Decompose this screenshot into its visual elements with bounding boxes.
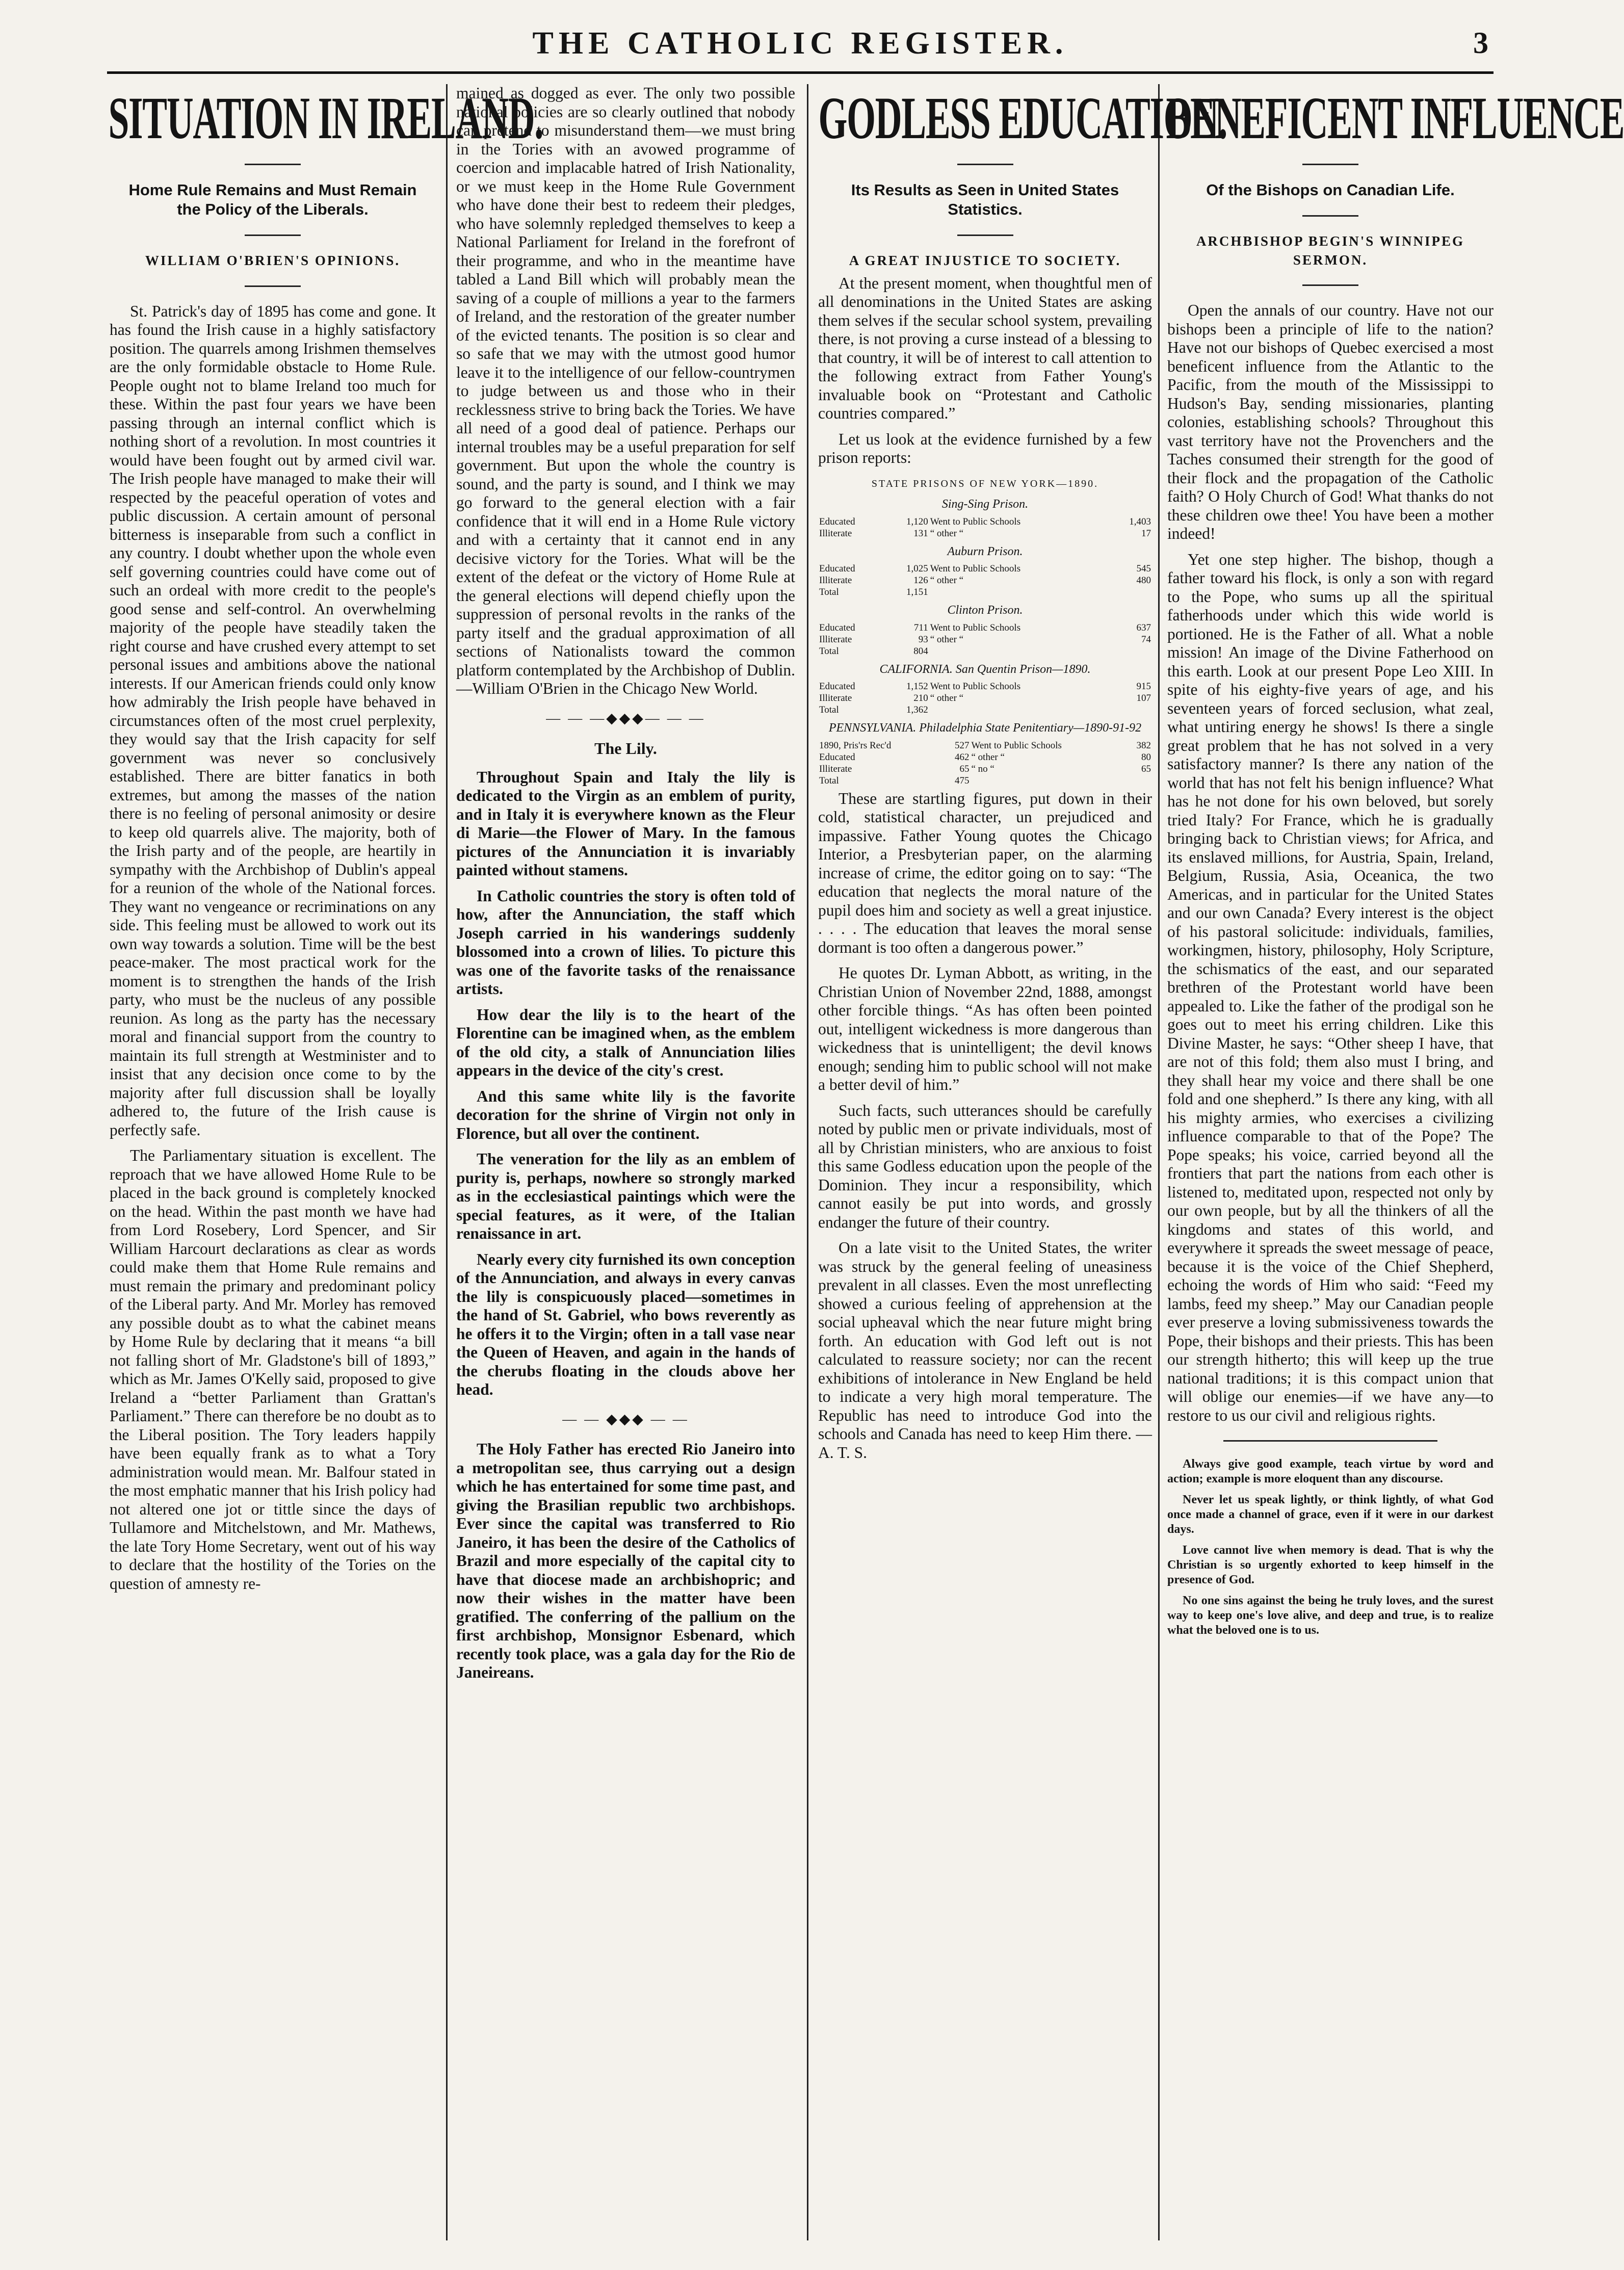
paragraph: These are startling figures, put down in their cold, statistical character, un prejudiced and impassive. Father Young quotes the Chicago Interior, a Presbyterian paper, on the alarming increase of crime, the editor going on to say: “The education that neglects the moral nature of the pupil does him and society as well a great injustice. . . . . The education that leaves the moral sense dormant is too often a dangerous power.” <box>818 789 1152 956</box>
prison-table <box>818 622 1152 657</box>
table-cell: 545 <box>1136 563 1151 574</box>
table-row <box>818 692 1152 704</box>
divider <box>245 164 301 165</box>
table-total-row <box>818 586 1152 598</box>
deck: Its Results as Seen in United States Statistics. <box>851 181 1119 218</box>
prison-statistics <box>818 495 1152 787</box>
paragraph: And this same white lily is the favorite decoration for the shrine of Virgin not only in Florence, but all over the continent. <box>456 1087 795 1142</box>
table-cell: “ other “ <box>930 634 964 645</box>
deck: Home Rule Remains and Must Remain the Policy of the Liberals. <box>128 181 417 218</box>
headline: GODLESS EDUCATION. <box>818 85 1227 151</box>
table-row <box>818 751 1152 763</box>
divider <box>957 164 1013 165</box>
subdeck: WILLIAM O'BRIEN'S OPINIONS. <box>145 253 401 268</box>
table-cell: Illiterate <box>819 693 852 703</box>
table-cell: 93 <box>918 634 928 645</box>
table-cell: Illiterate <box>819 575 852 586</box>
table-cell: Educated <box>819 681 855 692</box>
paragraph: Yet one step higher. The bishop, though a father toward his flock, is only a son with regard to the Pope, who sums up all the spiritual fatherhoods under which this wide world is portioned. He is the Father of all. What a noble mission! An image of the Divine Fatherhood on this earth. Look at our present Pope Leo XIII. In spite of his eighty-five years of age, and his seventeen years of forced seclusion, what zeal, what untiring energy he shows! Is there a single great problem that he has not solved in a very satisfactory manner? Is there any nation of the world that has not felt his benign influence? What has he not done for his own beloved, but sorely tried Italy? For France, which he is gradually bringing back to Christian views; for Africa, and its enslaved millions, for Austria, Spain, Ireland, Belgium, Russia, Asia, Oceanica, the two Americas, and in particular for the United States and our own Canada? Every interest is the object of his pastoral solicitude: individuals, families, workingmen, history, philosophy, Holy Scripture, the schismatics of the east, and our separated brethren of the Protestant world have been appealed to. Like the father of the prodigal son he goes out to meet his erring children. Like this Divine Master, he says: “Other sheep I have, that are not of this fold; them also must I bring, and they shall hear my voice and there shall be one fold and one shepherd.” Is there any king, with all his mighty armies, who exercises a civilizing influence comparable to that of the Pope? The Pope speaks; his voice, carried beyond all the frontiers that part the nations from each other is listened to, meditated upon, respected not only by our own people, but by all the thinkers of all the kingdoms and states of this world, and everywhere it spreads the sweet message of peace, because it is the voice of the Chief Shepherd, echoing the words of Him who said: “Feed my lambs, feed my sheep.” May our Canadian people ever preserve a loving submissiveness towards the Pope, their bishops and their priests. This has been our strength hitherto; this will keep up the true national traditions; it is this compact union that will oblige our enemies—if we have any—to restore to us our civil and religious rights. <box>1167 550 1494 1424</box>
column-rule <box>446 84 448 2240</box>
prison-name: Clinton Prison. <box>947 604 1023 617</box>
table-total-row <box>818 775 1152 787</box>
table-cell: 80 <box>1141 751 1151 763</box>
paragraph: He quotes Dr. Lyman Abbott, as writing, in the Christian Union of November 22nd, 1888, amongst other forcible things. “As has often been pointed out, intelligent wickedness is more dangerous than wickedness that is unintelligent; the devil knows enough; sending him to public school will not make a better devil of him.” <box>818 964 1152 1093</box>
page-number: 3 <box>1473 26 1488 60</box>
paragraph: On a late visit to the United States, the writer was struck by the general feeling of uneasiness prevalent in all classes. Even the most unreflecting showed a curious feeling of apprehension at the social upheaval which the near future might bring forth. An education with God left out is not calculated to reassure society; nor can the recent exhibitions of intolerance in New England be held to indicate a very high moral temperature. The Republic has need to introduce God into the schools and Canada has need to keep Him there. — A. T. S. <box>818 1239 1152 1462</box>
table-cell: Went to Public Schools <box>930 622 1021 633</box>
table-cell: “ other “ <box>930 528 964 539</box>
paragraph: The veneration for the lily as an emblem of purity is, perhaps, nowhere so strongly marked as in the ecclesiastical paintings which were the special features, as it were, of the Italian renaissance in art. <box>456 1150 795 1242</box>
table-title: STATE PRISONS OF NEW YORK—1890. <box>871 478 1099 489</box>
column-rule <box>807 84 808 2240</box>
prison-name: PENNSYLVANIA. Philadelphia State Penitentiary—1890-91-92 <box>828 721 1142 735</box>
table-cell: 1,152 <box>906 681 928 692</box>
subdeck: ARCHBISHOP BEGIN'S WINNIPEG SERMON. <box>1196 233 1465 268</box>
ornament-divider: — — ◆◆◆ — — <box>562 1411 689 1427</box>
headline: BENEFICENT INFLUENCE <box>1166 85 1624 151</box>
total-label: Total <box>819 587 839 597</box>
table-cell: 1,025 <box>906 563 928 574</box>
filler: Never let us speak lightly, or think lightly, of what God once made a channel of grace, even if it were in our darkest days. <box>1167 1493 1494 1536</box>
table-cell: 462 <box>955 751 970 763</box>
total-value: 475 <box>955 775 970 786</box>
prison-name: CALIFORNIA. San Quentin Prison—1890. <box>879 662 1091 676</box>
total-value: 1,151 <box>906 587 928 597</box>
table-cell: 711 <box>913 622 928 633</box>
table-cell: 637 <box>1136 622 1151 633</box>
table-cell: “ no “ <box>971 763 994 774</box>
deck: Of the Bishops on Canadian Life. <box>1206 181 1455 199</box>
filler: No one sins against the being he truly loves, and the surest way to keep one's love alive, and deep and true, is to realize what the beloved one is to us. <box>1167 1594 1494 1637</box>
paragraph: Nearly every city furnished its own conception of the Annunciation, and always in every canvas the lily is conspicuously placed—sometimes in the hand of St. Gabriel, who bows reverently as he offers it to the Virgin; often in a tall vase near the Queen of Heaven, and again in the hands of the cherubs floating in the clouds above her head. <box>456 1250 795 1398</box>
ornament-divider: — — —◆◆◆— — — <box>546 710 705 726</box>
filler: Always give good example, teach virtue by word and action; example is more eloquent than any discourse. <box>1167 1457 1494 1485</box>
table-row <box>818 516 1152 528</box>
table-cell: Educated <box>819 516 855 527</box>
table-cell: Illiterate <box>819 528 852 539</box>
paragraph: mained as dogged as ever. The only two possible national policies are so clearly outlined that nobody can pretend to misunderstand them—we must bring in the Tories with an avowed programme of coercion and implacable hatred of Irish Nationality, or we must keep in the Home Rule Government who have done their best to redeem their pledges, who have solemnly repledged themselves to keep a National Parliament for Ireland in the forefront of their programme, and who in the meantime have tabled a Land Bill which will probably mean the saving of a couple of millions a year to the farmers of Ireland, and the restoration of the greater number of the evicted tenants. The position is so clear and so safe that we may with the utmost good humor leave it to the intelligence of our fellow-countrymen to judge between us and those who in their recklessness strive to bring back the Tories. We have all need of a good deal of patience. Perhaps our internal troubles may be a useful preparation for self government. But upon the whole the country is sound, and the party is sound, and I think we may go forward to the general election with a fair confidence that it will end in a Home Rule victory and with a certainty that it cannot end in any decisive victory for the Tories. What will be the extent of the defeat or the victory of Home Rule at the general elections will depend chiefly upon the suppression of personal revolts in the ranks of the party itself and the gradual approximation of all sections of Nationalists toward the common platform contemplated by the Archbishop of Dublin.—William O'Brien in the Chicago New World. <box>456 84 795 697</box>
prison-name: Sing-Sing Prison. <box>941 498 1029 511</box>
column-rule <box>1158 84 1160 2240</box>
article-situation-in-ireland <box>108 84 543 2240</box>
table-cell: 480 <box>1136 575 1151 586</box>
total-value: 804 <box>913 645 928 657</box>
table-cell: 65 <box>1141 763 1151 774</box>
table-cell: 1890, Pris'rs Rec'd <box>819 740 892 751</box>
paragraph: In Catholic countries the story is often told of how, after the Annunciation, the staff which Joseph carried in his wanderings suddenly blossomed into a crown of lilies. To picture this was one of the favorite tasks of the renaissance artists. <box>456 886 795 998</box>
article-beneficent-influence <box>1166 84 1624 2240</box>
table-row <box>818 740 1152 751</box>
paragraph: The Holy Father has erected Rio Janeiro into a metropolitan see, thus carrying out a design which he has entertained for some time past, and giving the Brasilian republic two archbishops. Ever since the capital was transferred to Rio Janeiro, it has been the desire of the Catholics of Brazil and more especially of the capital city to have that diocese made an archbishopric; and now their wishes in the matter have been gratified. The conferring of the pallium on the first archbishop, Monsignor Esbenard, which recently took place, was a gala day for the Rio de Janeireans. <box>456 1440 795 1681</box>
masthead <box>107 20 1494 74</box>
divider <box>1302 164 1358 165</box>
table-cell: 915 <box>1136 681 1151 692</box>
table-cell: 1,403 <box>1129 516 1151 527</box>
table-row <box>818 528 1152 539</box>
table-cell: 107 <box>1136 693 1151 703</box>
table-cell: 131 <box>913 528 928 539</box>
table-row <box>818 622 1152 634</box>
table-cell: Went to Public Schools <box>930 681 1021 692</box>
section-head-lily: The Lily. <box>594 739 657 758</box>
paragraph: Open the annals of our country. Have not our bishops been a principle of life to the nation? Have not our bishops of Quebec exercised a most beneficent influence from the Atlantic to the Pacific, from the mouth of the Mississippi to Hudson's Bay, sending missionaries, planting colonies, establishing schools? Throughout this vast territory have not the Provenchers and the Taches consumed their strength for the good of their flock and the propagation of the Catholic faith? O Holy Church of God! What thanks do not these children owe thee! You have been a mother indeed! <box>1167 301 1494 542</box>
newspaper-title: THE CATHOLIC REGISTER. <box>532 26 1068 61</box>
table-cell: “ other “ <box>971 751 1005 763</box>
table-total-row <box>818 704 1152 716</box>
divider <box>245 285 301 287</box>
article-godless-education <box>818 84 1227 2240</box>
filler: Love cannot live when memory is dead. That is why the Christian is so urgently exhorted to keep himself in the presence of God. <box>1167 1544 1494 1586</box>
table-cell: Illiterate <box>819 634 852 645</box>
divider <box>1302 284 1358 286</box>
table-cell: 17 <box>1141 528 1151 539</box>
paragraph: Let us look at the evidence furnished by a few prison reports: <box>818 430 1152 466</box>
table-cell: Illiterate <box>819 763 852 774</box>
table-cell: “ other “ <box>930 575 964 586</box>
table-row <box>818 763 1152 775</box>
divider <box>1302 215 1358 217</box>
article-continued <box>456 84 795 2240</box>
table-cell: Educated <box>819 563 855 574</box>
table-cell: 126 <box>913 575 928 586</box>
paragraph: Such facts, such utterances should be carefully noted by public men or private individuals, most of all by Christian ministers, who are anxious to foist this same Godless education upon the people of the Dominion. They incur a responsibility, which cannot easily be put into words, and grossly endanger the future of their country. <box>818 1101 1152 1231</box>
paragraph: The Parliamentary situation is excellent. The reproach that we have allowed Home Rule to be placed in the back ground is completely knocked on the head. Within the past month we have had from Lord Rosebery, Lord Spencer, and Sir William Harcourt declarations as clear as words could make them that Home Rule remains and must remain the primary and predominant policy of the Liberal party. And Mr. Morley has removed any possible doubt as to what the cabinet means by Home Rule by declaring that it means “a bill not falling short of Mr. Gladstone's bill of 1893,” which as Mr. James O'Kelly said, proposed to give Ireland a “better Parliament than Grattan's Parliament.” There can therefore be no doubt as to the Liberal position. The Tory leaders happily have been equally frank as to what a Tory administration would mean. Mr. Balfour stated in the most emphatic manner that his Irish policy had not altered one jot or tittle since the days of Tullamore and Mitchelstown, and Mr. Mathews, the late Tory Home Secretary, went out of his way to declare that the hostility of the Tories on the question of amnesty re- <box>110 1146 436 1593</box>
prison-table <box>818 681 1152 716</box>
total-label: Total <box>819 705 839 715</box>
table-cell: 65 <box>959 763 970 774</box>
filler-items <box>1167 1457 1494 1638</box>
headline: SITUATION IN IRELAND. <box>108 85 543 151</box>
prison-table <box>818 740 1152 787</box>
total-label: Total <box>819 645 839 657</box>
table-cell: 210 <box>913 693 928 703</box>
paragraph: At the present moment, when thoughtful men of all denominations in the United States are asking them selves if the secular school system, prevailing there, is not proving a curse instead of a blessing to that country, it will be of interest to call attention to the following extract from Father Young's invaluable book on “Protestant and Catholic countries compared.” <box>818 274 1152 422</box>
table-row <box>818 634 1152 645</box>
table-cell: 382 <box>1136 740 1151 751</box>
divider <box>957 234 1013 236</box>
table-cell: Went to Public Schools <box>971 740 1062 751</box>
table-cell: Educated <box>819 751 855 763</box>
prison-name: Auburn Prison. <box>947 544 1023 558</box>
table-cell: Went to Public Schools <box>930 516 1021 527</box>
paragraph: St. Patrick's day of 1895 has come and gone. It has found the Irish cause in a highly satisfactory position. The quarrels among Irishmen themselves are the only formidable obstacle to Home Rule. People ought not to blame Ireland too much for these. Within the past four years we have been passing through an internal conflict which is nothing short of a revolution. In most countries it would have been fought out by armed civil war. The Irish people have managed to make their will respected by the peaceful operation of votes and public discussion. A certain amount of personal bitterness is inseparable from such a conflict in any country. I doubt whether upon the whole even self governing countries could have come out of such an ordeal with more credit to the people's good sense and self-control. An overwhelming majority of the people have steadily taken the right course and have crushed every attempt to set personal issues and ambitions above the national interests. If our American friends could only know how admirably the Irish people have behaved in circumstances often of the most cruel perplexity, they would say that the Irish capacity for self government was never so conclusively established. There are bitter fanatics in both extremes, but among the masses of the nation there is no feeling of personal animosity or desire to keep old quarrels alive. The majority, both of the Irish party and of the people, are heartily in sympathy with the Archbishop of Dublin's appeal for a reunion of the whole of the National forces. They want no vengeance or recriminations on any side. This feeling must be allowed to work out its own way towards a solution. Time will be the best peace-maker. The most practical work for the moment is to strengthen the hands of the Irish party, who must be the nucleus of any possible reunion. As long as the party has the necessary moral and financial support from the country to maintain its full strength at Westminister and to insist that any decision once come to by the majority after full discussion shall be loyally adhered to, the future of the Irish cause is perfectly safe. <box>110 302 436 1139</box>
table-row <box>818 681 1152 692</box>
prison-table <box>818 516 1152 539</box>
paragraph: How dear the lily is to the heart of the Florentine can be imagined when, as the emblem of the old city, a stalk of Annunciation lilies appears in the device of the city's crest. <box>456 1005 795 1079</box>
divider <box>245 234 301 236</box>
table-total-row <box>818 645 1152 657</box>
divider <box>1223 1440 1437 1442</box>
total-value: 1,362 <box>906 705 928 715</box>
table-cell: 74 <box>1141 634 1151 645</box>
table-cell: “ other “ <box>930 693 964 703</box>
table-cell: 527 <box>955 740 970 751</box>
table-cell: 1,120 <box>906 516 928 527</box>
subdeck: A GREAT INJUSTICE TO SOCIETY. <box>849 253 1121 268</box>
total-label: Total <box>819 775 839 786</box>
table-cell: Went to Public Schools <box>930 563 1021 574</box>
table-row <box>818 563 1152 575</box>
prison-table <box>818 563 1152 598</box>
table-cell: Educated <box>819 622 855 633</box>
table-row <box>818 575 1152 586</box>
paragraph: Throughout Spain and Italy the lily is dedicated to the Virgin as an emblem of purity, and in Italy it is everywhere known as the Fleur di Marie—the Flower of Mary. In the famous pictures of the Annunciation it is invariably painted without stamens. <box>456 768 795 879</box>
